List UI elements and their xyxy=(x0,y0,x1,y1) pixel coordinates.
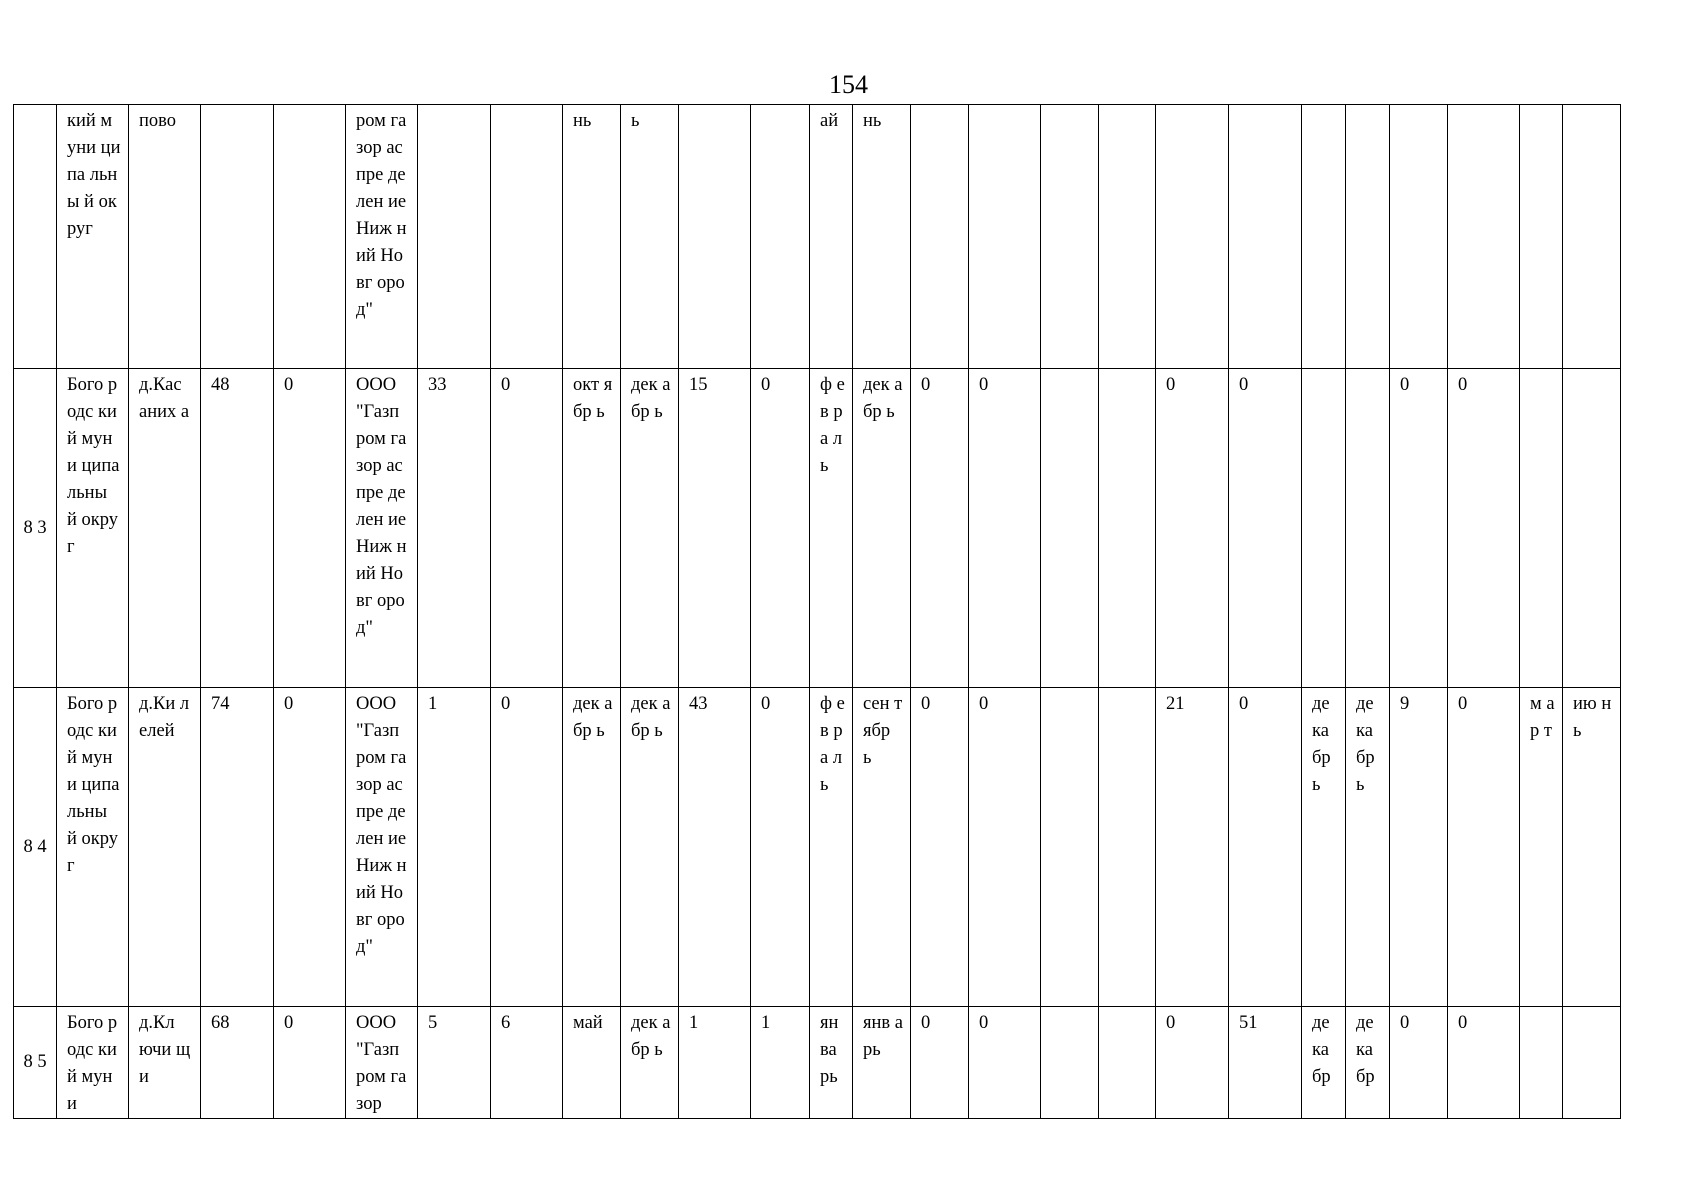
table-cell xyxy=(346,1007,418,1119)
table-cell xyxy=(1229,369,1302,688)
table-cell xyxy=(621,688,679,1007)
table-cell xyxy=(1520,369,1563,688)
table-cell xyxy=(563,105,621,369)
table-cell xyxy=(201,688,274,1007)
cell-text: 0 xyxy=(979,375,989,395)
cell-text: ян ва рь xyxy=(820,1013,839,1087)
cell-text: 68 xyxy=(211,1013,230,1033)
cell-text: май xyxy=(573,1013,603,1033)
cell-text: 0 xyxy=(1239,375,1249,395)
table-cell xyxy=(911,1007,969,1119)
cell-text: нь xyxy=(863,111,882,131)
cell-text: 0 xyxy=(979,1013,989,1033)
table-cell xyxy=(853,105,911,369)
table-cell xyxy=(491,105,563,369)
table-cell xyxy=(621,369,679,688)
cell-text: нь xyxy=(573,111,592,131)
table-cell xyxy=(346,369,418,688)
table-row xyxy=(14,369,1621,688)
table-cell xyxy=(346,105,418,369)
cell-text: 15 xyxy=(689,375,708,395)
cell-text: де ка бр xyxy=(1312,1013,1331,1087)
table-cell xyxy=(1346,1007,1390,1119)
table-cell xyxy=(418,369,491,688)
table-cell xyxy=(274,1007,346,1119)
table-row xyxy=(14,1007,1621,1119)
table-cell xyxy=(810,1007,853,1119)
cell-text: ООО "Газп ром газор аспре делен ие Ниж ний Новг ород" xyxy=(356,694,407,957)
table-cell xyxy=(1229,688,1302,1007)
table-cell xyxy=(1520,688,1563,1007)
cell-text: 0 xyxy=(921,1013,931,1033)
table-cell xyxy=(751,688,810,1007)
table-cell xyxy=(1563,369,1621,688)
cell-text: 0 xyxy=(284,694,294,714)
cell-text: 43 xyxy=(689,694,708,714)
table-cell xyxy=(1099,688,1156,1007)
table-cell xyxy=(129,1007,201,1119)
table-row xyxy=(14,105,1621,369)
row-number-cell xyxy=(14,1007,57,1119)
table-cell xyxy=(1520,105,1563,369)
table-cell xyxy=(57,105,129,369)
table-cell xyxy=(491,1007,563,1119)
table-cell xyxy=(563,688,621,1007)
cell-text: 0 xyxy=(921,375,931,395)
cell-text: дек абр ь xyxy=(631,1013,671,1060)
table-cell xyxy=(751,1007,810,1119)
cell-text: 0 xyxy=(284,375,294,395)
table-cell xyxy=(810,105,853,369)
table-cell xyxy=(491,369,563,688)
table-cell xyxy=(1156,369,1229,688)
cell-text: ООО "Газп ром газор xyxy=(356,1013,407,1114)
table-cell xyxy=(274,688,346,1007)
table-cell xyxy=(129,688,201,1007)
cell-text: сен тябр ь xyxy=(863,694,903,768)
table-cell xyxy=(1156,105,1229,369)
table-cell xyxy=(853,369,911,688)
table-cell xyxy=(1041,105,1099,369)
cell-text: де ка бр ь xyxy=(1356,694,1375,795)
table-cell xyxy=(1041,688,1099,1007)
cell-text: 9 xyxy=(1400,694,1410,714)
cell-text: 0 xyxy=(501,694,511,714)
cell-text: дек абр ь xyxy=(631,694,671,741)
table-cell xyxy=(1448,105,1520,369)
table-cell xyxy=(201,105,274,369)
cell-text: ь xyxy=(631,111,640,131)
table-cell xyxy=(1448,688,1520,1007)
cell-text: 0 xyxy=(1400,1013,1410,1033)
cell-text: Бого родс кий муни xyxy=(67,1013,118,1114)
row-number: 8 4 xyxy=(23,836,47,857)
table-cell xyxy=(1156,688,1229,1007)
cell-text: д.Кас аних а xyxy=(139,375,190,422)
table-cell xyxy=(563,1007,621,1119)
table-cell xyxy=(418,105,491,369)
table-cell xyxy=(969,688,1041,1007)
table-cell xyxy=(418,1007,491,1119)
table-cell xyxy=(1448,369,1520,688)
cell-text: 33 xyxy=(428,375,447,395)
table-cell xyxy=(1302,369,1346,688)
table-cell xyxy=(201,369,274,688)
table-cell xyxy=(1302,688,1346,1007)
cell-text: ООО "Газп ром газор аспре делен ие Ниж ний Новг ород" xyxy=(356,375,407,638)
table-cell xyxy=(129,369,201,688)
table-cell xyxy=(1229,1007,1302,1119)
table-cell xyxy=(679,1007,751,1119)
table-cell xyxy=(853,1007,911,1119)
table-cell xyxy=(911,688,969,1007)
cell-text: 0 xyxy=(1458,375,1468,395)
row-number-cell xyxy=(14,688,57,1007)
table-cell xyxy=(853,688,911,1007)
table-cell xyxy=(911,105,969,369)
cell-text: 74 xyxy=(211,694,230,714)
cell-text: ию нь xyxy=(1573,694,1612,741)
table-cell xyxy=(1563,105,1621,369)
cell-text: 1 xyxy=(428,694,438,714)
table-cell xyxy=(491,688,563,1007)
cell-text: 0 xyxy=(1400,375,1410,395)
table-cell xyxy=(1229,105,1302,369)
table-cell xyxy=(679,105,751,369)
table-cell xyxy=(346,688,418,1007)
table-cell xyxy=(1390,1007,1448,1119)
cell-text: 21 xyxy=(1166,694,1185,714)
cell-text: ай xyxy=(820,111,839,131)
cell-text: 0 xyxy=(761,375,771,395)
cell-text: 0 xyxy=(1166,375,1176,395)
table-cell xyxy=(129,105,201,369)
table-cell xyxy=(1099,105,1156,369)
cell-text: 0 xyxy=(501,375,511,395)
cell-text: ф ев ра ль xyxy=(820,694,845,795)
cell-text: 0 xyxy=(284,1013,294,1033)
table-cell xyxy=(911,369,969,688)
cell-text: дек абр ь xyxy=(863,375,903,422)
table-cell xyxy=(1099,369,1156,688)
cell-text: янв арь xyxy=(863,1013,903,1060)
table-cell xyxy=(751,105,810,369)
cell-text: де ка бр xyxy=(1356,1013,1375,1087)
table-cell xyxy=(1156,1007,1229,1119)
cell-text: Бого родс кий муни ципа льны й округ xyxy=(67,375,120,557)
table-cell xyxy=(810,369,853,688)
table-cell xyxy=(969,105,1041,369)
cell-text: 0 xyxy=(1166,1013,1176,1033)
table-cell xyxy=(969,369,1041,688)
row-number: 8 3 xyxy=(23,517,47,538)
cell-text: 0 xyxy=(1458,694,1468,714)
cell-text: Бого родс кий муни ципа льны й округ xyxy=(67,694,120,876)
cell-text: дек абр ь xyxy=(573,694,613,741)
table-cell xyxy=(621,1007,679,1119)
table-cell xyxy=(1563,688,1621,1007)
cell-text: д.Кл ючи щи xyxy=(139,1013,191,1087)
cell-text: 0 xyxy=(761,694,771,714)
table-cell xyxy=(679,688,751,1007)
table-cell xyxy=(57,1007,129,1119)
cell-text: 5 xyxy=(428,1013,438,1033)
table-cell xyxy=(1563,1007,1621,1119)
table-row xyxy=(14,688,1621,1007)
cell-text: 48 xyxy=(211,375,230,395)
table-cell xyxy=(1041,1007,1099,1119)
table-cell xyxy=(1346,369,1390,688)
data-table xyxy=(13,104,1621,1119)
table-cell xyxy=(1041,369,1099,688)
table-cell xyxy=(274,105,346,369)
cell-text: пово xyxy=(139,111,177,131)
table-cell xyxy=(274,369,346,688)
table-cell xyxy=(1346,105,1390,369)
table-cell xyxy=(563,369,621,688)
row-number: 8 5 xyxy=(23,1052,47,1072)
page-number: 154 xyxy=(829,70,868,99)
cell-text: кий муни ципа льны й округ xyxy=(67,111,121,239)
table-cell xyxy=(1390,105,1448,369)
cell-text: 51 xyxy=(1239,1013,1258,1033)
cell-text: 6 xyxy=(501,1013,511,1033)
table-cell xyxy=(1302,105,1346,369)
table-cell xyxy=(969,1007,1041,1119)
table-cell xyxy=(1346,688,1390,1007)
table-cell xyxy=(57,688,129,1007)
table-cell xyxy=(810,688,853,1007)
table-cell xyxy=(201,1007,274,1119)
table-cell xyxy=(1520,1007,1563,1119)
cell-text: де ка бр ь xyxy=(1312,694,1331,795)
table-cell xyxy=(418,688,491,1007)
table-cell xyxy=(57,369,129,688)
cell-text: 0 xyxy=(1458,1013,1468,1033)
cell-text: 1 xyxy=(689,1013,699,1033)
cell-text: 0 xyxy=(979,694,989,714)
table-cell xyxy=(1390,688,1448,1007)
cell-text: д.Ки лелей xyxy=(139,694,190,741)
table-cell xyxy=(1390,369,1448,688)
table-cell xyxy=(1448,1007,1520,1119)
cell-text: ром газор аспре делен ие Ниж ний Новг ород" xyxy=(356,111,407,320)
cell-text: дек абр ь xyxy=(631,375,671,422)
cell-text: м ар т xyxy=(1530,694,1555,741)
table-cell xyxy=(751,369,810,688)
table-cell xyxy=(679,369,751,688)
cell-text: 1 xyxy=(761,1013,771,1033)
cell-text: 0 xyxy=(921,694,931,714)
table-cell xyxy=(1099,1007,1156,1119)
row-number-cell xyxy=(14,369,57,688)
cell-text: ф ев ра ль xyxy=(820,375,845,476)
row-number-cell xyxy=(14,105,57,369)
table-cell xyxy=(1302,1007,1346,1119)
cell-text: окт ябр ь xyxy=(573,375,613,422)
cell-text: 0 xyxy=(1239,694,1249,714)
table-cell xyxy=(621,105,679,369)
